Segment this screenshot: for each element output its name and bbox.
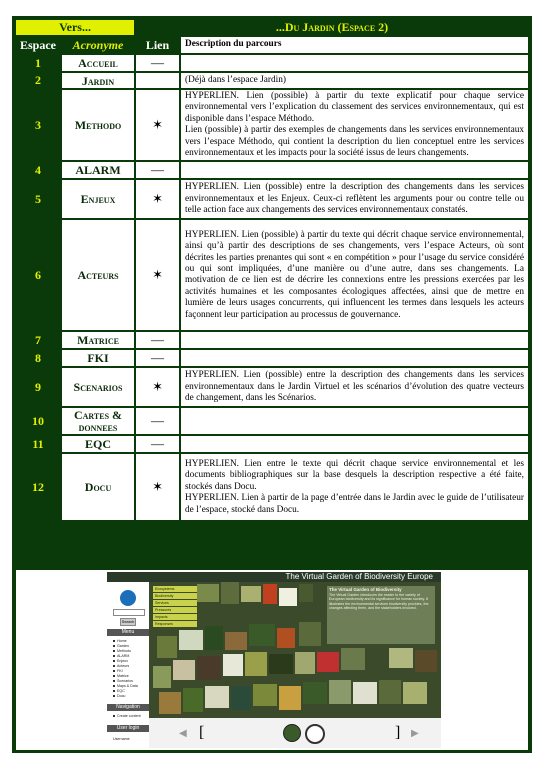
embedded-screenshot	[16, 570, 528, 750]
description-paragraph: HYPERLIEN. Lien (possible) à partir du texte qui décrit chaque service environnemental, ainsi qu’à partir des descriptions de ses changements, vers l’espace Acteurs, où sont décrites les parties prenantes qui sont « en compétition » pour l’usage du service considéré ou qui sont impliquées, d’une manière ou d’une autre, dans ses changements. La motivation de ce lien est de décrire les connexions entre les pressions exercées par les activités humaines et les composantes écologiques affectées, ainsi que de mettre en lumière de leurs usages concurrents, qui influencent les termes dans lesquels les acteurs façonnent leur participation au processus de gouvernance.	[185, 229, 524, 320]
espace-number: 1	[35, 55, 41, 70]
garden-menu-item[interactable]: Services	[153, 600, 197, 606]
menu-item[interactable]: Matrice	[113, 674, 129, 678]
menu-item[interactable]: Maps & Data	[113, 684, 138, 688]
bracket-right: ]	[395, 724, 401, 741]
table-row	[16, 73, 528, 88]
menu-item[interactable]: EQC	[113, 689, 125, 693]
document-frame	[12, 16, 532, 753]
table-row	[16, 55, 528, 71]
garden-menu	[153, 586, 197, 628]
link-indicator: —	[136, 408, 179, 434]
table-row	[16, 454, 528, 520]
search-button[interactable]: Search	[121, 619, 135, 624]
espace-number: 3	[35, 117, 41, 132]
table-row	[16, 90, 528, 160]
acronym-label[interactable]: Accueil	[62, 55, 134, 71]
menu-item[interactable]: Docu	[113, 694, 125, 698]
acronym-label[interactable]: FKI	[62, 350, 134, 366]
menu-item[interactable]: FKI	[113, 669, 123, 673]
espace-number: 10	[32, 413, 44, 428]
description-paragraph: HYPERLIEN. Lien entre le texte qui décrit chaque service environnemental et les documents bibliographiques sur la base desquels la description respective a été faite, stockés dans Docu.	[185, 458, 524, 492]
next-arrow-icon[interactable]: ▶	[411, 728, 419, 739]
acronym-label[interactable]: Methodo	[62, 90, 134, 160]
globe-icon[interactable]	[305, 724, 325, 744]
link-indicator	[136, 73, 179, 88]
espace-number: 12	[32, 479, 44, 494]
navigation-header: Navigation	[107, 704, 149, 711]
description-cell	[181, 332, 528, 348]
bracket-left: [	[199, 724, 205, 741]
link-indicator: —	[136, 55, 179, 71]
link-indicator: —	[136, 436, 179, 452]
menu-item[interactable]: Acteurs	[113, 664, 129, 668]
col-lien: Lien	[145, 37, 170, 52]
espace-number: 4	[35, 162, 41, 177]
description-cell	[181, 162, 528, 178]
espace-number: 2	[35, 73, 41, 87]
table-row	[16, 436, 528, 452]
nav-item-create-content[interactable]: Create content	[113, 714, 141, 718]
menu-item[interactable]: Home	[113, 639, 127, 643]
col-espace: Espace	[20, 37, 56, 52]
garden-menu-item[interactable]: Ecosystems	[153, 586, 197, 592]
menu-item[interactable]: Scenarios	[113, 679, 133, 683]
link-indicator: —	[136, 350, 179, 366]
acronym-label[interactable]: Docu	[62, 454, 134, 520]
acronym-label[interactable]: Scenarios	[62, 368, 134, 406]
description-cell	[181, 90, 528, 160]
table-row	[16, 220, 528, 330]
link-indicator: —	[136, 332, 179, 348]
description-cell	[181, 454, 528, 520]
garden-menu-item[interactable]: Responses	[153, 621, 197, 627]
description-paragraph: Lien (possible) à partir des exemples de changements dans les services environnementaux vers l’espace Méthodo, qui contient la description du lien conceptuel entre les services environnementaux et les impacts pour la société issus de leurs changements.	[185, 125, 524, 159]
header-row	[16, 20, 528, 35]
menu-item[interactable]: Methodo	[113, 649, 131, 653]
login-username-link[interactable]: Username	[113, 737, 130, 741]
intro-panel	[327, 586, 435, 644]
description-cell	[181, 73, 528, 88]
col-acronyme: Acronyme	[72, 37, 124, 52]
description-cell	[181, 368, 528, 406]
description-paragraph: HYPERLIEN. Lien (possible) à partir du texte explicatif pour chaque service environnemental vers l’explication du classement des services environnementaux, qui est disponible dans l’espace Méthodo.	[185, 91, 524, 124]
garden-menu-item[interactable]: Impacts	[153, 614, 197, 620]
table-row	[16, 180, 528, 218]
left-panel	[107, 582, 149, 748]
column-header-row	[16, 37, 528, 53]
acronym-label[interactable]: Cartes & donnees	[62, 408, 134, 434]
link-star-icon: ✶	[136, 368, 179, 406]
espace-number: 5	[35, 191, 41, 206]
vers-label: Vers...	[16, 20, 134, 35]
link-star-icon: ✶	[136, 180, 179, 218]
table-row	[16, 350, 528, 366]
espace-number: 7	[35, 332, 41, 347]
table-row	[16, 368, 528, 406]
link-indicator: —	[136, 162, 179, 178]
menu-item[interactable]: ALARM	[113, 654, 129, 658]
virtual-garden-screen	[107, 572, 441, 748]
jardin-title: ...Du Jardin (Espace 2)	[275, 20, 389, 34]
intro-title: The Virtual Garden of Biodiversity	[329, 587, 402, 592]
description-cell	[181, 350, 528, 366]
intro-text: The Virtual Garden introduces the reader to the variety of European biodiversity and its significance for human society. It illustrates the environmental services biodiversity provides, the changes affecting them, and the stakeholders involved.	[329, 593, 429, 610]
site-title: The Virtual Garden of Biodiversity Europe	[107, 572, 441, 582]
acronym-label[interactable]: Acteurs	[62, 220, 134, 330]
description-cell	[181, 220, 528, 330]
menu-header: Menu	[107, 629, 149, 636]
menu-item[interactable]: Enjeux	[113, 659, 128, 663]
description-paragraph: HYPERLIEN. Lien à partir de la page d’entrée dans le Jardin avec le guide de l’utilisateur de l’espace, stocké dans Docu.	[185, 493, 524, 515]
description-cell	[181, 180, 528, 218]
link-star-icon: ✶	[136, 90, 179, 160]
description-paragraph: (Déjà dans l’espace Jardin)	[185, 74, 286, 85]
bottom-bar	[149, 718, 441, 748]
acronym-label[interactable]: Enjeux	[62, 180, 134, 218]
garden-menu-item[interactable]: Pressures	[153, 607, 197, 613]
description-paragraph: HYPERLIEN. Lien (possible) entre la description des changements dans les services environnementaux dans le Jardin Virtuel et les scénarios d’évolution des quatre vecteurs de changement, dans les Scénarios.	[185, 370, 524, 404]
table-row	[16, 332, 528, 348]
espace-number: 6	[35, 267, 41, 282]
description-cell	[181, 55, 528, 71]
description-cell	[181, 436, 528, 452]
acronym-label[interactable]: EQC	[62, 436, 134, 452]
link-star-icon: ✶	[136, 220, 179, 330]
espace-number: 8	[35, 350, 41, 365]
espace-number: 9	[35, 379, 41, 394]
site-logo-icon[interactable]	[120, 590, 136, 606]
photo-mosaic	[149, 582, 441, 718]
acronym-label[interactable]: Matrice	[62, 332, 134, 348]
menu-item[interactable]: Garden	[113, 644, 129, 648]
parcours-table	[14, 18, 530, 522]
tree-icon[interactable]	[283, 724, 301, 742]
table-row	[16, 162, 528, 178]
col-description: Description du parcours	[181, 37, 528, 53]
link-star-icon: ✶	[136, 454, 179, 520]
table-row	[16, 408, 528, 434]
user-login-header: User login	[107, 725, 149, 732]
description-cell	[181, 408, 528, 434]
search-input[interactable]	[113, 609, 145, 616]
description-paragraph: HYPERLIEN. Lien (possible) entre la description des changements dans les services environnementaux et les Enjeux. Ceux-ci reflètent les arguments pour ou contre telle ou telle action face aux changements des services environnementaux constatés.	[185, 182, 524, 216]
acronym-label[interactable]: Jardin	[62, 73, 134, 88]
garden-menu-item[interactable]: Biodiversity	[153, 593, 197, 599]
espace-number: 11	[32, 436, 44, 451]
acronym-label[interactable]: ALARM	[62, 162, 134, 178]
prev-arrow-icon[interactable]: ◀	[179, 728, 187, 739]
